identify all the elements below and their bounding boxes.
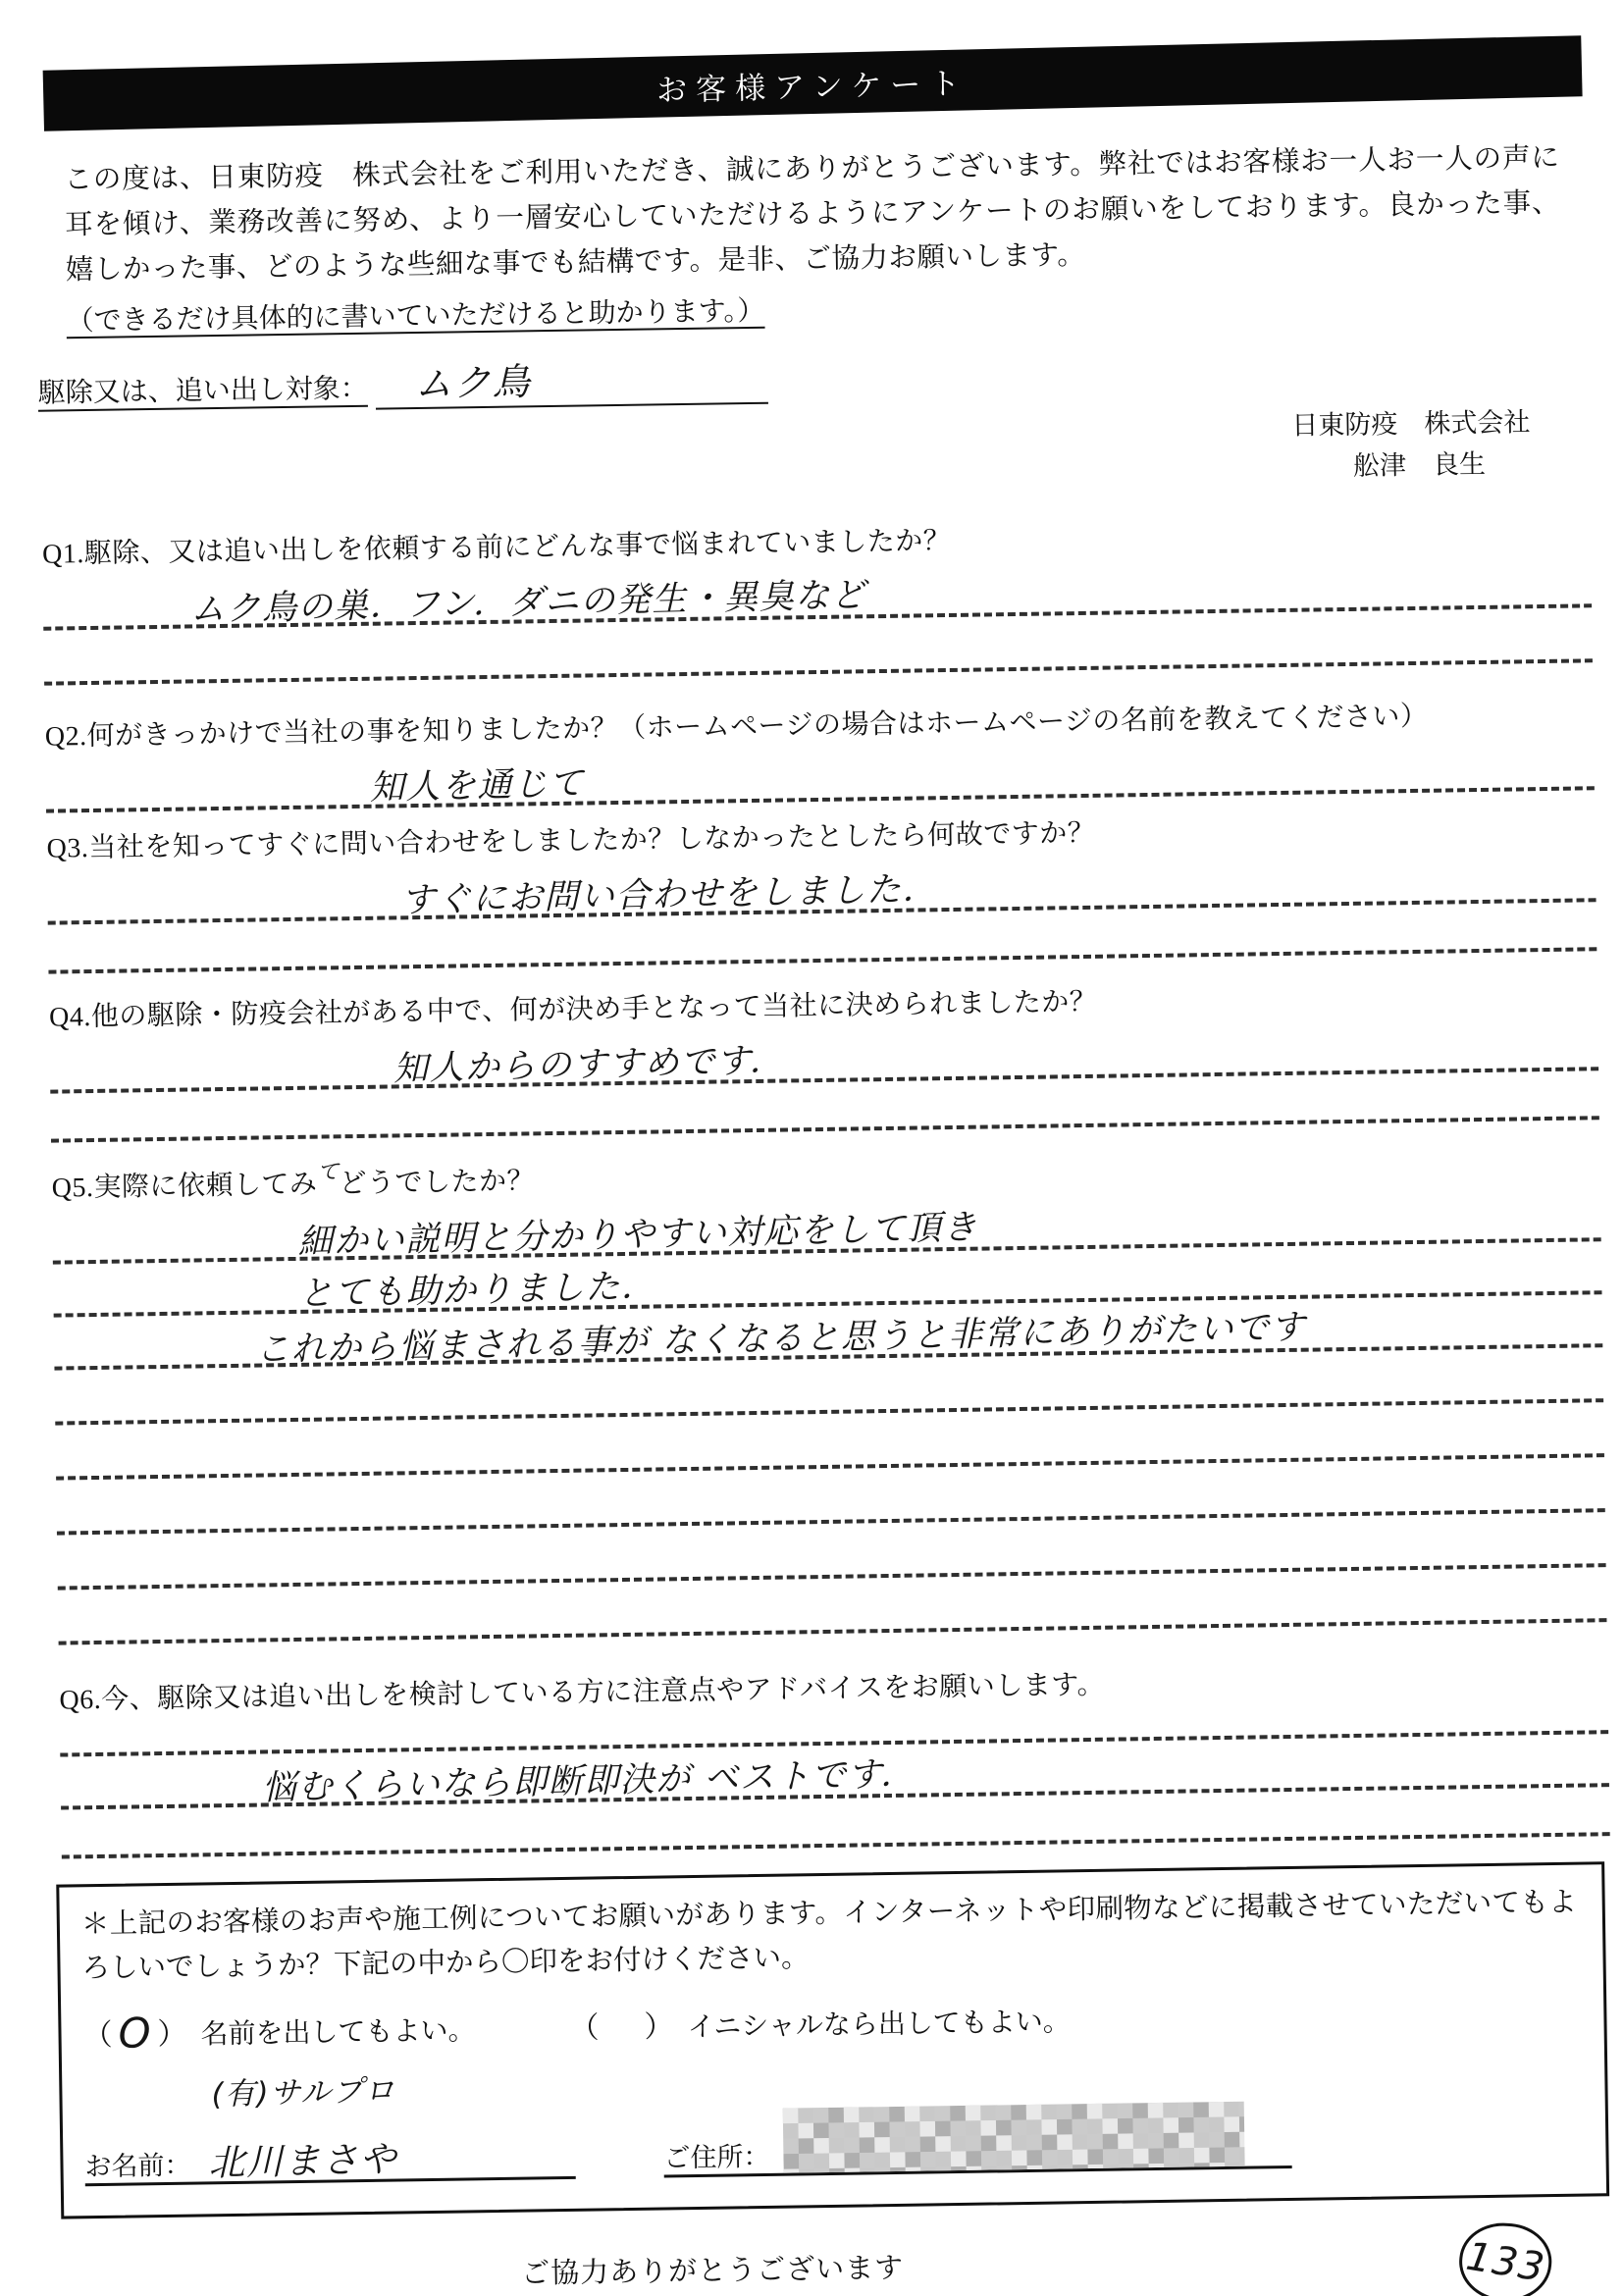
- inserted-handwriting: て: [317, 1160, 340, 1185]
- paren-open: （: [569, 2011, 600, 2046]
- target-line: [37, 337, 1593, 415]
- question-q4: [49, 972, 1599, 1142]
- question-q3: [46, 804, 1597, 973]
- answer-handwriting: ムク鳥の巣．フン．ダニの発生・異臭など: [189, 575, 867, 631]
- question-label: Q4.他の駆除・防疫会社がある中で、何が決め手となって当社に決められましたか？: [48, 986, 1098, 1033]
- consent-option-initial-label: イニシャルなら出してもよい。: [687, 2007, 1072, 2044]
- specific-note: （できるだけ具体的に書いていただけると助かります。）: [66, 296, 765, 338]
- consent-options: [82, 1985, 1579, 2059]
- footer: [60, 2235, 1622, 2296]
- name-value-handwriting: 北川まさや: [208, 2138, 398, 2185]
- thanks-text: ご協力ありがとうございます: [520, 2253, 905, 2290]
- question-q5: [51, 1143, 1606, 1644]
- paren-close: ）: [644, 2010, 674, 2044]
- name-label: お名前：: [84, 2150, 191, 2182]
- consent-option-initial: [569, 1997, 1071, 2048]
- page-number-stamp: [1456, 2219, 1555, 2296]
- answer-handwriting: 細かい説明と分かりやすい対応をして頂き: [297, 1208, 979, 1263]
- survey-title: お客様アンケート: [655, 65, 969, 108]
- consent-box: [56, 1861, 1609, 2218]
- consent-option-name-label: 名前を出してもよい。: [200, 2015, 476, 2051]
- header-bar: [43, 35, 1583, 131]
- redacted-address-block: [783, 2102, 1245, 2173]
- consent-text: ＊上記のお客様のお声や施工例についてお願いがあります。インターネットや印刷物などに掲載させていただいてもよろしいでしょうか？下記の中から〇印をお付けください。: [80, 1887, 1577, 1985]
- question-label: Q6.今、駆除又は追い出しを検討している方に注意点やアドバイスをお願いします。: [59, 1669, 1106, 1716]
- question-label-post: どうでしたか？: [339, 1166, 536, 1200]
- signature-block: [32, 403, 1531, 507]
- answer-handwriting: 知人からのすすめです．: [393, 1041, 786, 1089]
- paren-open: （: [82, 2018, 113, 2053]
- name-field: [84, 2123, 576, 2186]
- answer-handwriting: すぐにお問い合わせをしました．: [400, 869, 939, 921]
- target-label: 駆除又は、追い出し対象：: [37, 374, 368, 410]
- question-q2: [45, 692, 1595, 812]
- target-value-handwriting: ムク鳥: [414, 360, 532, 406]
- answer-handwriting: 知人を通じて: [369, 763, 586, 809]
- question-label: Q3.当社を知ってすぐに問い合わせをしましたか？しなかったとしたら何故ですか？: [46, 817, 1096, 864]
- address-label: ご住所：: [663, 2142, 770, 2173]
- question-q6: [59, 1655, 1610, 1858]
- scan-content: [27, 27, 1622, 2296]
- paren-close: ）: [157, 2017, 187, 2052]
- page-number: 133: [1462, 2233, 1548, 2292]
- question-label: Q1.駆除、又は追い出しを依頼する前にどんな事で悩まれていましたか？: [41, 526, 952, 570]
- staff-signature: 舩津 良生: [1352, 449, 1487, 482]
- consent-option-name: [82, 2002, 476, 2059]
- company-signature: 日東防疫 株式会社: [1291, 407, 1531, 442]
- company-name-handwriting: (有)サルプロ: [211, 2073, 396, 2113]
- answer-handwriting: 悩むくらいなら即断即決が ベストです．: [261, 1754, 916, 1808]
- question-label: Q2.何がきっかけで当社の事を知りましたか？（ホームページの場合はホームページの名前を教えてください）: [44, 701, 1429, 753]
- intro-paragraph: この度は、日東防疫 株式会社をご利用いただき、誠にありがとうございます。弊社ではお客様お一人お一人の声に耳を傾け、業務改善に努め、より一層安心していただけるようにアンケートのお願いをしております。良かった事、嬉しかった事、どのような些細な事でも結構です。是非、ご協力お願いします。: [64, 142, 1561, 287]
- address-field: [663, 2101, 1292, 2177]
- circle-mark-handwriting: O: [117, 2009, 153, 2059]
- answer-handwriting: とても助かりました．: [297, 1267, 657, 1315]
- question-q1: [42, 509, 1593, 685]
- question-label-pre: Q5.実際に依頼してみ: [51, 1169, 318, 1204]
- answer-handwriting: これから悩まされる事が なくなると思うと非常にありがたいです: [254, 1308, 1307, 1371]
